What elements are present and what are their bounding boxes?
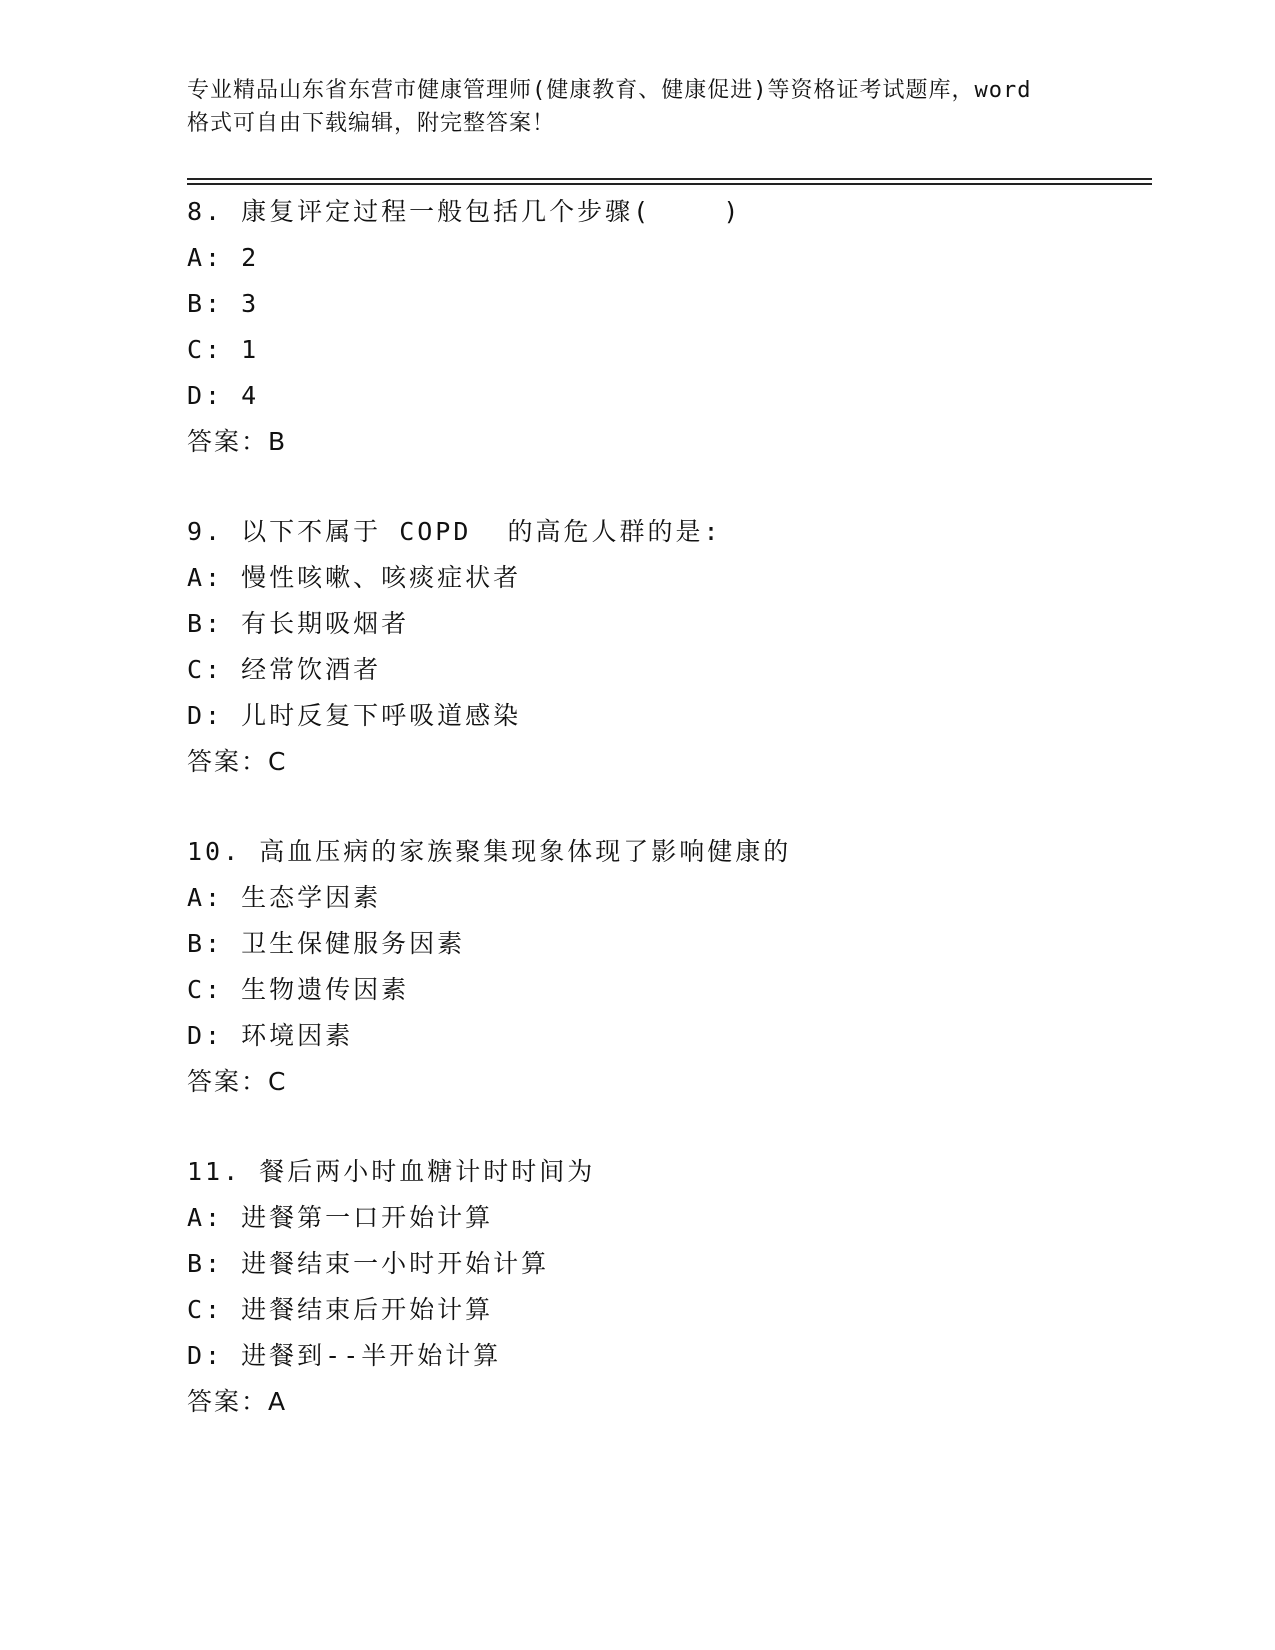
option-c: C: 进餐结束后开始计算 [187, 1295, 494, 1324]
question-10 [187, 829, 1152, 1105]
question-11 [187, 1149, 1152, 1425]
header-line-1: 专业精品山东省东营市健康管理师(健康教育、健康促进)等资格证考试题库，word [187, 78, 1032, 103]
option-a: A: 2 [187, 243, 260, 272]
document-header [187, 74, 1087, 140]
option-c: C: 1 [187, 335, 260, 364]
option-b: B: 进餐结束一小时开始计算 [187, 1249, 550, 1278]
option-a: A: 进餐第一口开始计算 [187, 1203, 494, 1232]
option-c: C: 经常饮酒者 [187, 655, 382, 684]
question-9 [187, 509, 1152, 785]
option-a: A: 慢性咳嗽、咳痰症状者 [187, 563, 522, 592]
option-d: D: 儿时反复下呼吸道感染 [187, 701, 522, 730]
answer-key: 答案：A [187, 1387, 288, 1416]
header-divider-bottom [187, 183, 1152, 185]
option-a: A: 生态学因素 [187, 883, 382, 912]
question-8 [187, 189, 1152, 465]
option-b: B: 卫生保健服务因素 [187, 929, 466, 958]
question-stem: 11. 餐后两小时血糖计时时间为 [187, 1157, 596, 1186]
answer-key: 答案：C [187, 1067, 288, 1096]
option-d: D: 4 [187, 381, 260, 410]
question-stem: 9. 以下不属于 COPD 的高危人群的是: [187, 517, 722, 546]
question-stem: 8. 康复评定过程一般包括几个步骤( ) [187, 197, 742, 226]
option-c: C: 生物遗传因素 [187, 975, 410, 1004]
header-divider-top [187, 178, 1152, 180]
answer-key: 答案：B [187, 427, 288, 456]
option-d: D: 环境因素 [187, 1021, 354, 1050]
option-b: B: 有长期吸烟者 [187, 609, 410, 638]
option-d: D: 进餐到--半开始计算 [187, 1341, 502, 1370]
answer-key: 答案：C [187, 747, 288, 776]
option-b: B: 3 [187, 289, 260, 318]
question-stem: 10. 高血压病的家族聚集现象体现了影响健康的 [187, 837, 792, 866]
header-line-2: 格式可自由下载编辑，附完整答案！ [187, 111, 556, 136]
